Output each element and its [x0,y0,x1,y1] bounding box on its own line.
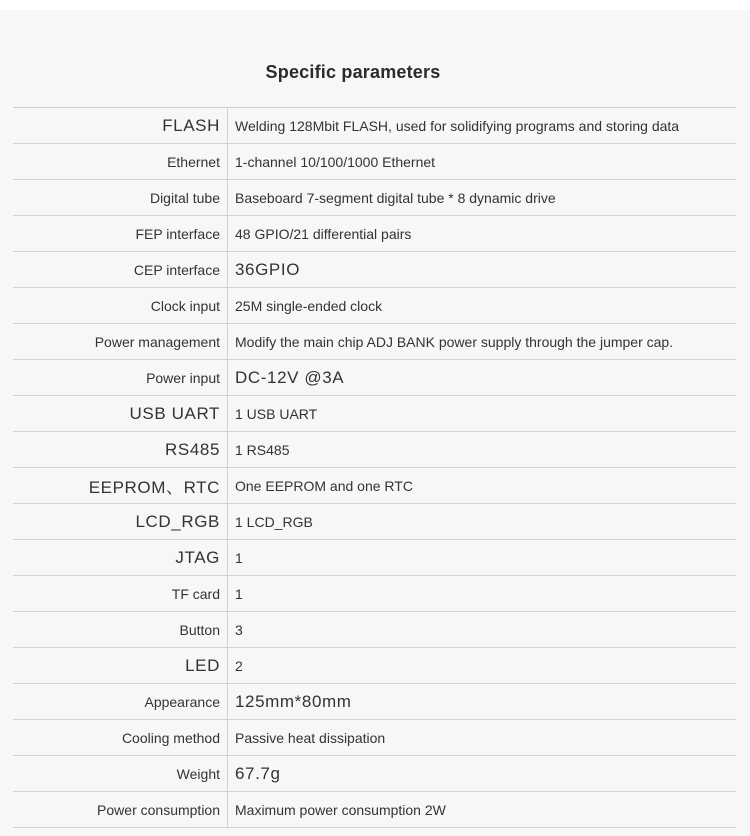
table-row [13,432,736,468]
row-label: Clock input [150,297,220,314]
table-row [13,288,736,324]
row-value: 48 GPIO/21 differential pairs [235,225,412,242]
row-label: LCD_RGB [135,511,220,531]
page-title: Specific parameters [265,62,441,82]
table-row [13,540,736,576]
row-label: JTAG [175,547,220,567]
row-value: Welding 128Mbit FLASH, used for solidifying programs and storing data [235,117,680,134]
row-value: 67.7g [235,763,281,783]
row-label: Power input [146,369,220,386]
row-value: One EEPROM and one RTC [235,477,413,494]
row-label: EEPROM、RTC [88,478,220,497]
table-row [13,324,736,360]
row-label: FEP interface [135,225,220,242]
row-value: Baseboard 7-segment digital tube * 8 dynamic drive [235,189,556,206]
table-row [13,648,736,684]
row-label: TF card [171,585,220,602]
row-label: LED [185,655,220,675]
row-value: 1 RS485 [235,441,290,458]
row-label: Weight [176,765,220,782]
row-label: Appearance [144,693,220,710]
row-label: Power consumption [97,801,220,818]
table-row [13,252,736,288]
table-row [13,180,736,216]
row-value: 1 LCD_RGB [235,513,313,530]
row-value: Modify the main chip ADJ BANK power supply through the jumper cap. [235,333,674,350]
table-row [13,144,736,180]
row-value: 1 [235,549,243,566]
row-label: Power management [94,333,220,350]
row-label: Digital tube [149,189,220,206]
table-row [13,684,736,720]
table-row [13,792,736,828]
row-label: CEP interface [133,261,220,278]
row-value: 36GPIO [235,259,301,279]
table-row [13,756,736,792]
row-value: Passive heat dissipation [235,729,386,746]
row-label: FLASH [162,115,220,135]
table-row [13,216,736,252]
table-row [13,720,736,756]
row-value: DC-12V @3A [235,367,345,387]
row-label: Cooling method [121,729,220,746]
row-label: Button [179,621,220,638]
row-value: 2 [235,657,243,674]
row-value: Maximum power consumption 2W [235,801,446,818]
table-row [13,360,736,396]
parameters-table [13,107,736,828]
row-value: 3 [235,621,243,638]
table-row [13,396,736,432]
row-label: Ethernet [167,153,220,170]
row-value: 1-channel 10/100/1000 Ethernet [235,153,436,170]
content-panel [0,10,750,836]
row-value: 125mm*80mm [235,691,352,711]
table-row [13,108,736,144]
row-label: RS485 [165,439,220,459]
table-row [13,576,736,612]
table-row [13,612,736,648]
row-value: 1 USB UART [235,405,318,422]
row-value: 25M single-ended clock [235,297,383,314]
table-row [13,468,736,504]
table-row [13,504,736,540]
row-label: USB UART [129,403,220,423]
row-value: 1 [235,585,243,602]
